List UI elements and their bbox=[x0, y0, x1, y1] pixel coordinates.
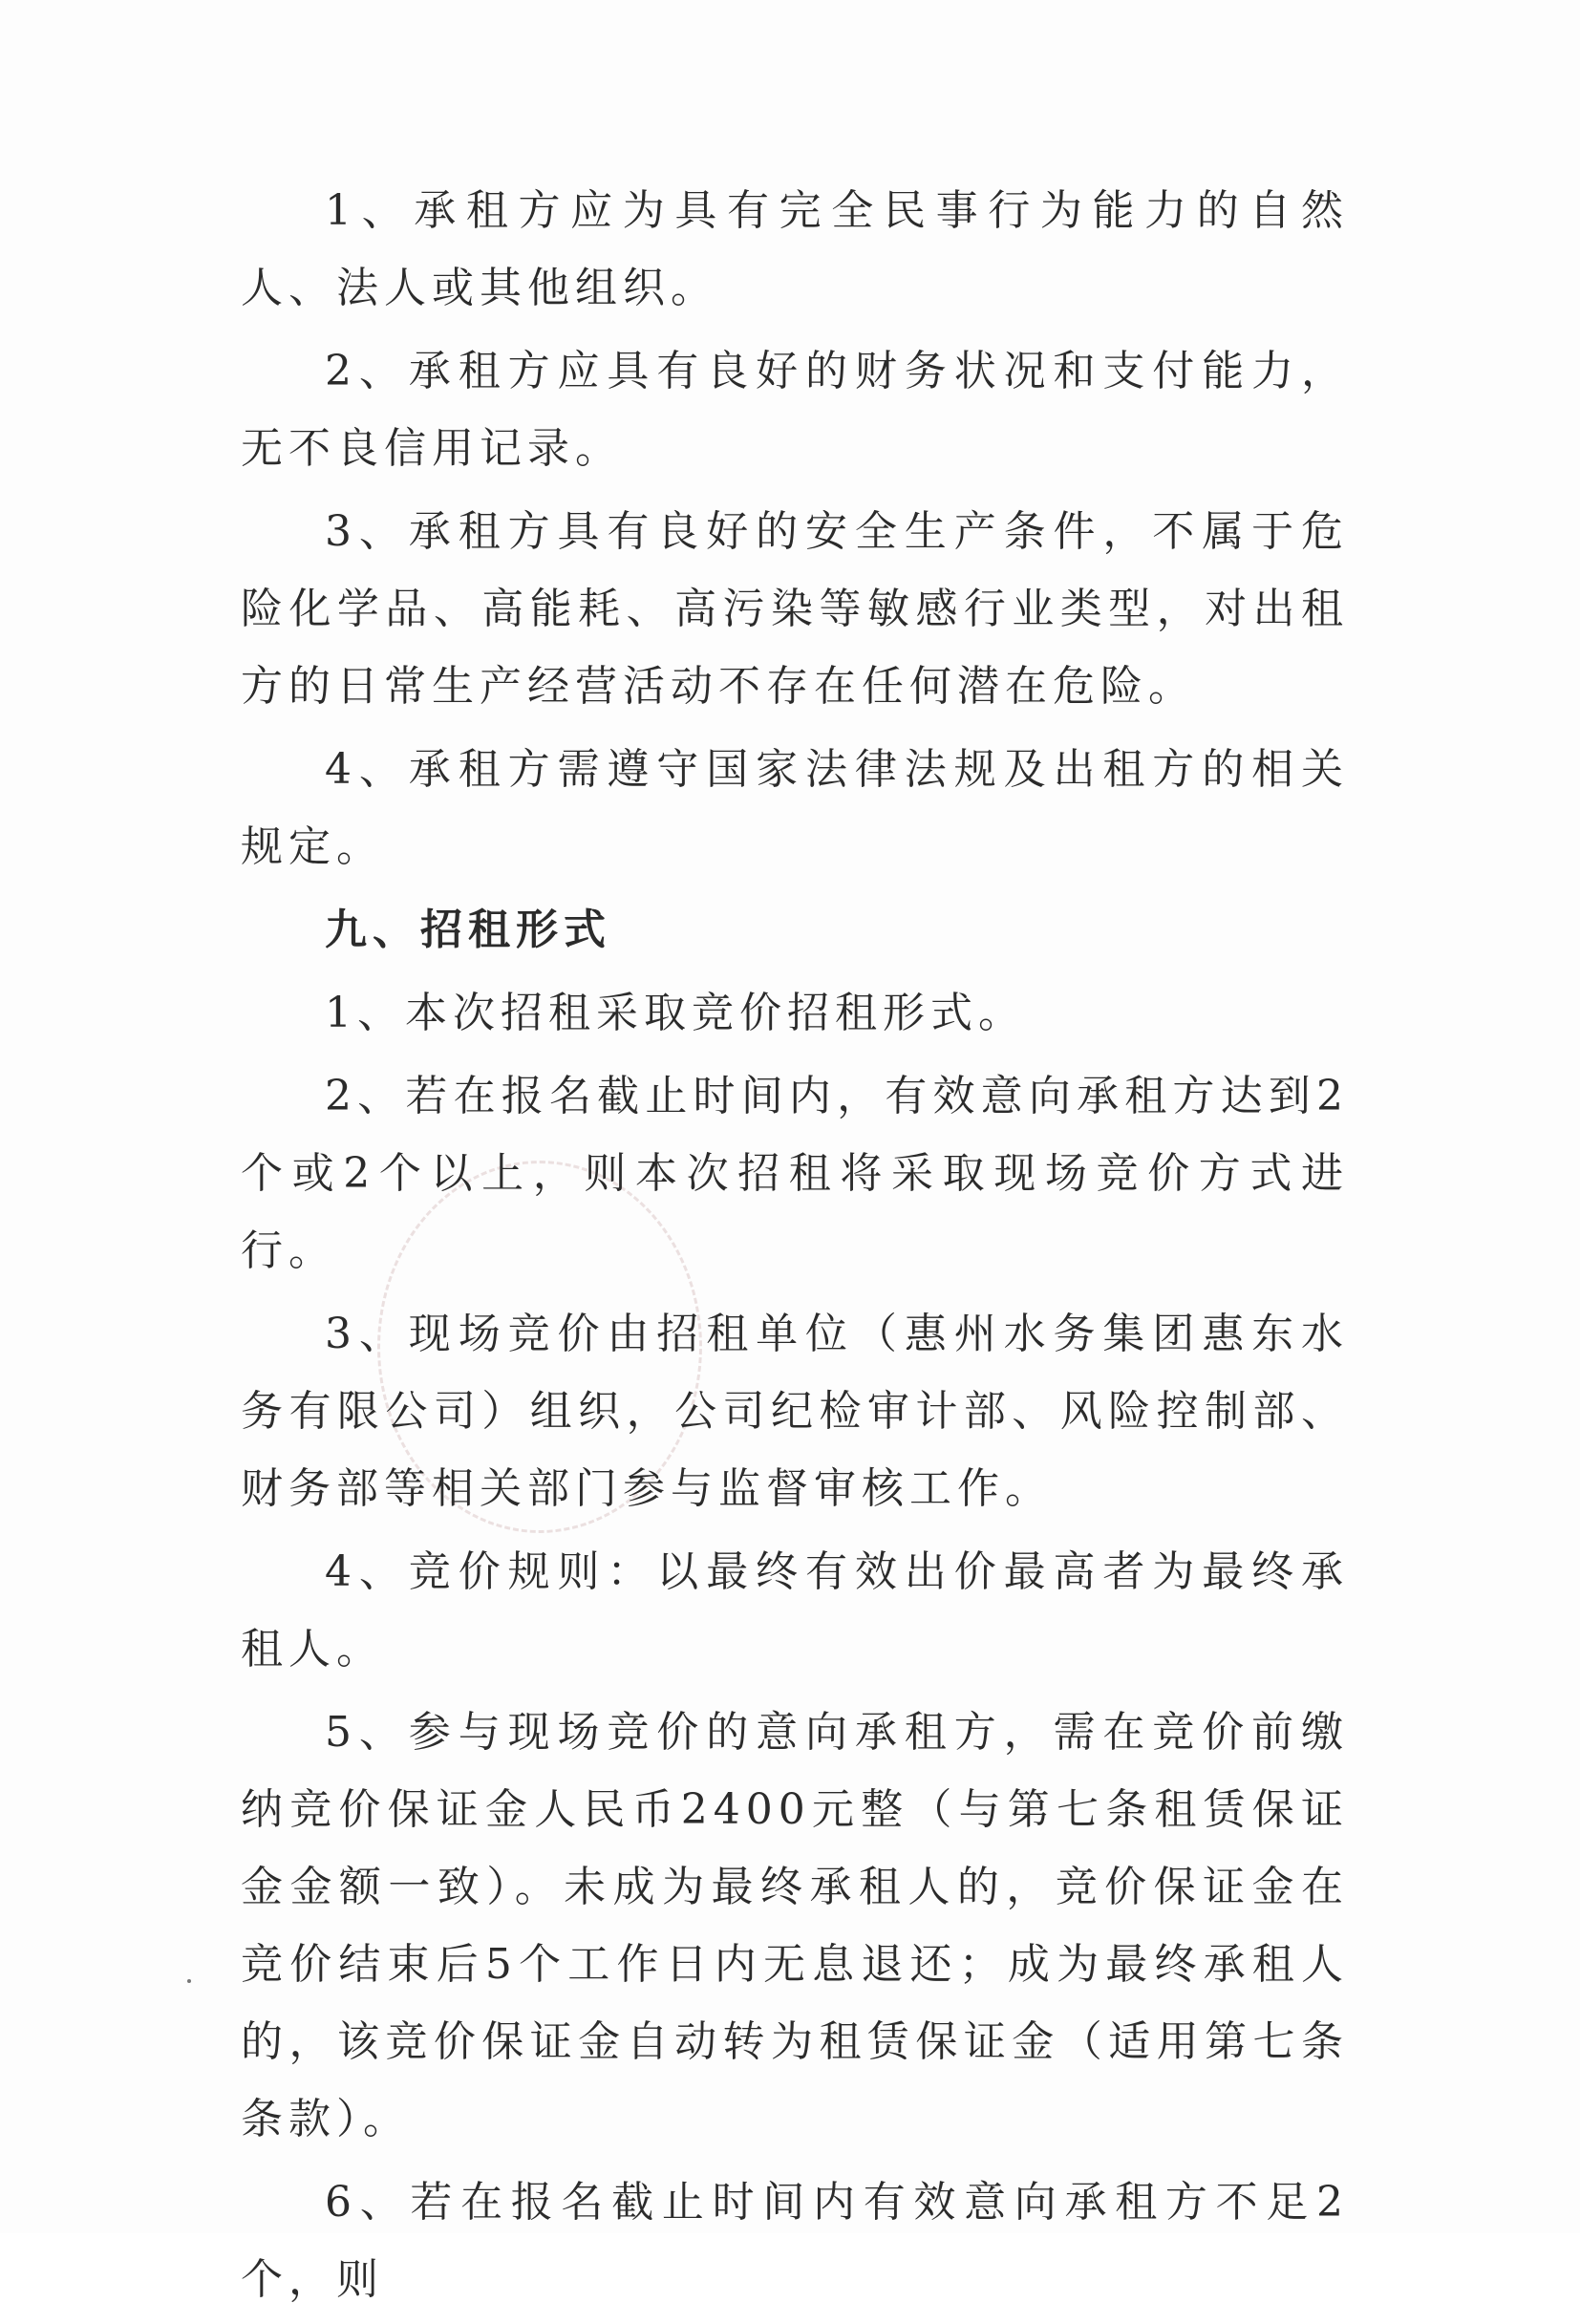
section-heading-bidding-form: 九、招租形式 bbox=[325, 906, 611, 954]
paragraph-bidding-3: 3、现场竞价由招租单位（惠州水务集团惠东水务有限公司）组织，公司纪检审计部、风险控制部、财务部等相关部门参与监督审核工作。 bbox=[241, 1310, 1349, 1513]
paragraph-requirement-3: 3、承租方具有良好的安全生产条件，不属于危险化学品、高能耗、高污染等敏感行业类型，对出租方的日常生产经营活动不存在任何潜在危险。 bbox=[241, 507, 1349, 711]
paragraph-bidding-2: 2、若在报名截止时间内，有效意向承租方达到2个或2个以上，则本次招租将采取现场竞价方式进行。 bbox=[241, 1072, 1349, 1275]
document-body bbox=[241, 172, 1349, 2324]
paragraph-bidding-6: 6、若在报名截止时间内有效意向承租方不足2个，则 bbox=[241, 2178, 1349, 2304]
paragraph-bidding-1: 1、本次招租采取竞价招租形式。 bbox=[325, 989, 1026, 1037]
paragraph-bidding-5: 5、参与现场竞价的意向承租方，需在竞价前缴纳竞价保证金人民币2400元整（与第七条租赁保证金金额一致）。未成为最终承租人的，竞价保证金在竞价结束后5个工作日内无息退还；成为最终承租人的，该竞价保证金自动转为租赁保证金（适用第七条条款）。 bbox=[241, 1708, 1349, 2143]
paragraph-requirement-2: 2、承租方应具有良好的财务状况和支付能力，无不良信用记录。 bbox=[241, 347, 1349, 473]
scan-speck bbox=[187, 1979, 191, 1983]
paragraph-requirement-1: 1、承租方应为具有完全民事行为能力的自然人、法人或其他组织。 bbox=[241, 186, 1349, 312]
paragraph-bidding-4: 4、竞价规则：以最终有效出价最高者为最终承租人。 bbox=[241, 1547, 1349, 1674]
paragraph-requirement-4: 4、承租方需遵守国家法律法规及出租方的相关规定。 bbox=[241, 745, 1349, 871]
